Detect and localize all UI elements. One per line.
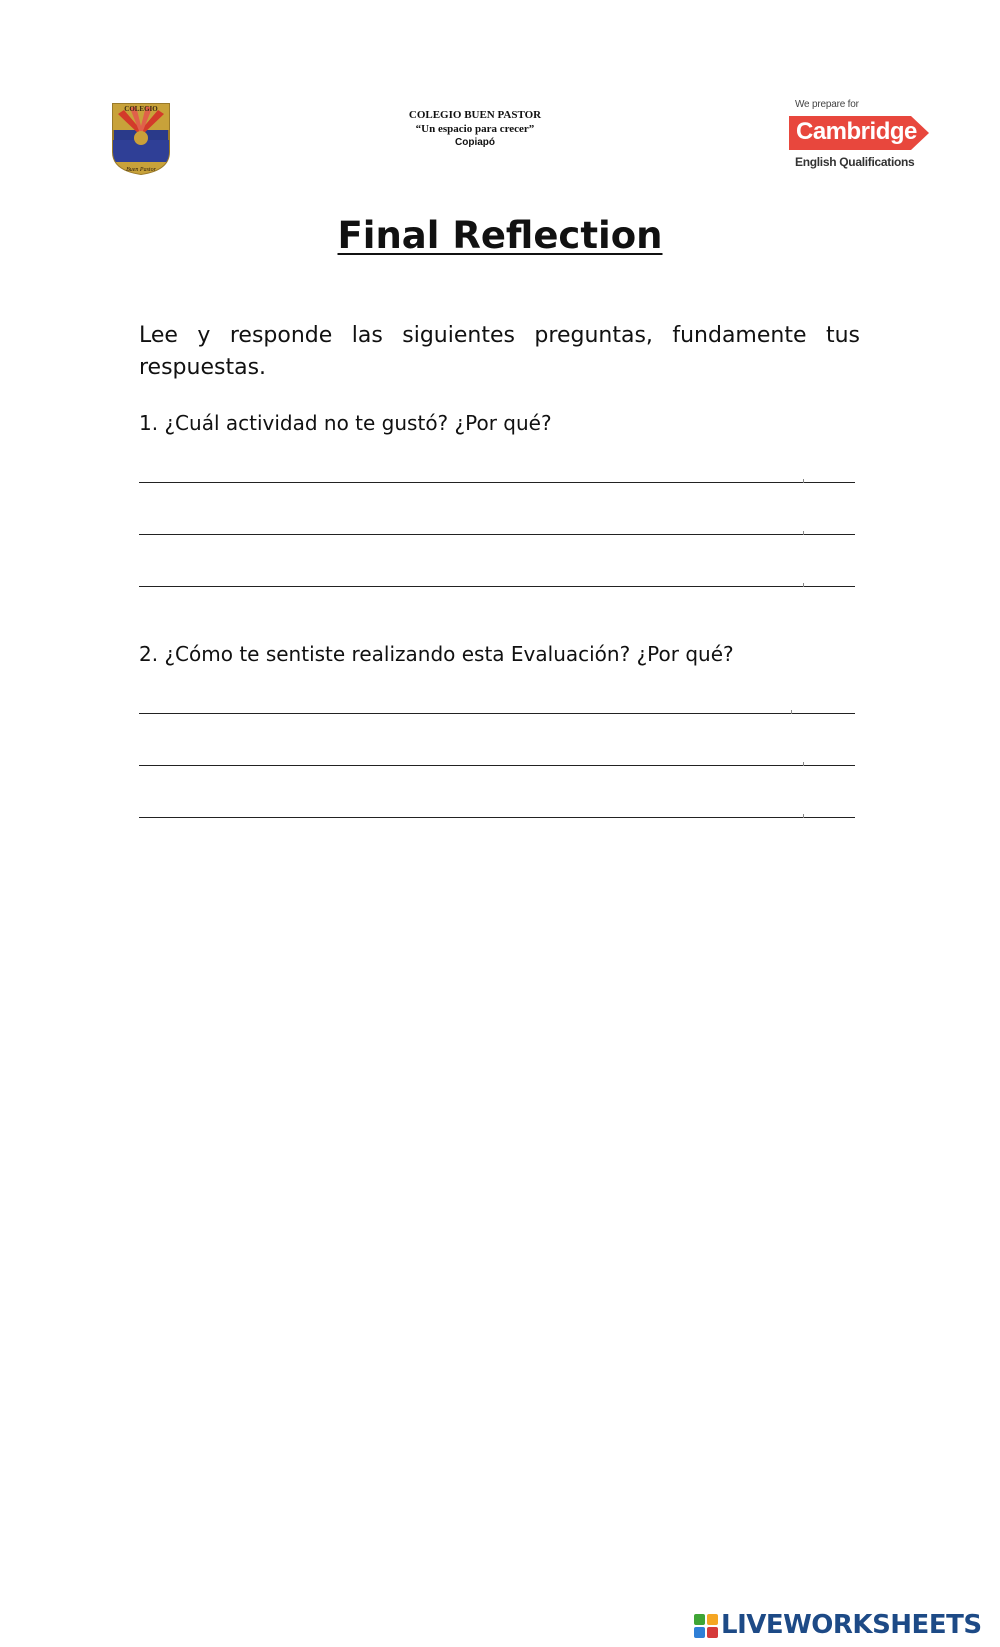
school-info	[360, 108, 590, 150]
cambridge-tagline: We prepare for	[795, 99, 859, 110]
cambridge-wordmark: Cambridge	[796, 118, 917, 145]
cambridge-logo	[788, 99, 938, 175]
liveworksheets-grid-icon	[694, 1614, 718, 1638]
line-tick	[803, 583, 804, 587]
instructions-text: Lee y responde las siguientes preguntas, fundamente tus respuestas.	[139, 323, 860, 380]
cambridge-subtitle: English Qualifications	[795, 155, 915, 169]
line-tick	[803, 531, 804, 535]
question-1-label: 1. ¿Cuál actividad no te gustó? ¿Por qué?	[139, 411, 552, 435]
answer-line-q1-3[interactable]	[139, 586, 855, 587]
line-tick	[791, 710, 792, 714]
school-city: Copiapó	[455, 137, 495, 148]
answer-line-q2-3[interactable]	[139, 817, 855, 818]
question-2-label: 2. ¿Cómo te sentiste realizando esta Evaluación? ¿Por qué?	[139, 642, 734, 666]
liveworksheets-wordmark: LIVEWORKSHEETS	[721, 1610, 982, 1640]
answer-line-q2-2[interactable]	[139, 765, 855, 766]
liveworksheets-brand	[694, 1610, 994, 1640]
line-tick	[803, 762, 804, 766]
page-title: Final Reflection	[337, 214, 663, 257]
line-tick	[803, 814, 804, 818]
answer-line-q1-1[interactable]	[139, 482, 855, 483]
answer-line-q2-1[interactable]	[139, 713, 855, 714]
line-tick	[803, 479, 804, 483]
answer-line-q1-2[interactable]	[139, 534, 855, 535]
crest-top-text: COLEGIO	[124, 105, 158, 113]
school-motto: “Un espacio para crecer”	[415, 123, 535, 135]
school-name: COLEGIO BUEN PASTOR	[408, 109, 542, 121]
crest-bottom-text: Buen Pastor	[126, 167, 156, 173]
school-crest-logo	[110, 100, 172, 176]
